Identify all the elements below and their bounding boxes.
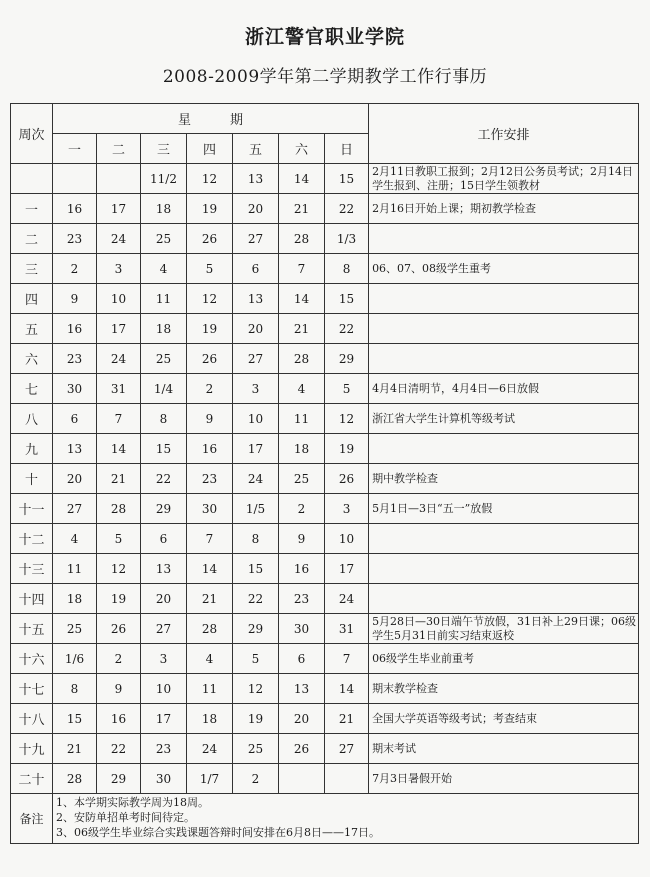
date-cell: 14 — [97, 434, 141, 464]
work-arrangement: 全国大学英语等级考试；考查结束 — [369, 704, 639, 734]
date-cell: 4 — [53, 524, 97, 554]
week-row — [11, 254, 639, 284]
date-cell: 6 — [233, 254, 279, 284]
date-cell: 18 — [53, 584, 97, 614]
week-number: 十四 — [11, 584, 53, 614]
date-cell: 11 — [141, 284, 187, 314]
week-row — [11, 374, 639, 404]
date-cell: 20 — [233, 194, 279, 224]
work-arrangement — [369, 584, 639, 614]
school-name: 浙江警官职业学院 — [244, 26, 405, 48]
date-cell: 8 — [141, 404, 187, 434]
date-cell: 7 — [279, 254, 325, 284]
week-number: 六 — [11, 344, 53, 374]
date-cell: 24 — [97, 344, 141, 374]
date-cell: 13 — [233, 164, 279, 194]
date-cell: 12 — [325, 404, 369, 434]
week-number: 四 — [11, 284, 53, 314]
date-cell: 24 — [233, 464, 279, 494]
calendar-table — [10, 103, 639, 844]
date-cell: 18 — [141, 194, 187, 224]
date-cell: 17 — [141, 704, 187, 734]
date-cell: 18 — [187, 704, 233, 734]
week-row — [11, 734, 639, 764]
date-cell: 2 — [53, 254, 97, 284]
date-cell: 3 — [141, 644, 187, 674]
weekday-header: 六 — [279, 134, 325, 164]
date-cell: 27 — [233, 224, 279, 254]
date-cell: 30 — [187, 494, 233, 524]
date-cell: 12 — [187, 164, 233, 194]
week-row — [11, 284, 639, 314]
date-cell: 15 — [325, 284, 369, 314]
weekday-header: 五 — [233, 134, 279, 164]
work-arrangement: 期中教学检查 — [369, 464, 639, 494]
work-arrangement: 7月3日暑假开始 — [369, 764, 639, 794]
date-cell: 30 — [53, 374, 97, 404]
work-arrangement: 06、07、08级学生重考 — [369, 254, 639, 284]
week-row — [11, 344, 639, 374]
date-cell: 11/2 — [141, 164, 187, 194]
date-cell: 10 — [97, 284, 141, 314]
week-number: 十二 — [11, 524, 53, 554]
date-cell: 5 — [325, 374, 369, 404]
remarks-notes — [53, 794, 639, 844]
work-arrangement — [369, 434, 639, 464]
date-cell: 6 — [141, 524, 187, 554]
week-number: 七 — [11, 374, 53, 404]
date-cell: 31 — [325, 614, 369, 644]
date-cell: 1/5 — [233, 494, 279, 524]
weekday-header: 三 — [141, 134, 187, 164]
date-cell — [97, 164, 141, 194]
date-cell: 19 — [325, 434, 369, 464]
week-number: 二十 — [11, 764, 53, 794]
date-cell: 25 — [141, 344, 187, 374]
date-cell: 4 — [279, 374, 325, 404]
date-cell: 21 — [325, 704, 369, 734]
work-arrangement: 期末教学检查 — [369, 674, 639, 704]
date-cell: 8 — [325, 254, 369, 284]
date-cell: 20 — [279, 704, 325, 734]
date-cell: 27 — [141, 614, 187, 644]
week-row — [11, 704, 639, 734]
date-cell: 25 — [141, 224, 187, 254]
week-row — [11, 434, 639, 464]
date-cell: 21 — [53, 734, 97, 764]
week-number: 十五 — [11, 614, 53, 644]
date-cell: 23 — [141, 734, 187, 764]
date-cell: 28 — [279, 344, 325, 374]
work-arrangement — [369, 344, 639, 374]
date-cell: 19 — [97, 584, 141, 614]
date-cell: 19 — [233, 704, 279, 734]
date-cell: 30 — [279, 614, 325, 644]
date-cell: 23 — [53, 224, 97, 254]
date-cell — [325, 764, 369, 794]
remark-line: 1、本学期实际教学周为18周。 — [56, 796, 209, 809]
date-cell: 9 — [187, 404, 233, 434]
arrangement-column-header: 工作安排 — [369, 104, 639, 164]
date-cell: 2 — [279, 494, 325, 524]
date-cell: 3 — [233, 374, 279, 404]
date-cell: 11 — [187, 674, 233, 704]
work-arrangement: 2月11日教职工报到；2月12日公务员考试；2月14日学生报到、注册；15日学生领教材 — [369, 164, 639, 194]
week-number: 十一 — [11, 494, 53, 524]
date-cell: 24 — [187, 734, 233, 764]
date-cell: 25 — [53, 614, 97, 644]
work-arrangement: 浙江省大学生计算机等级考试 — [369, 404, 639, 434]
date-cell: 8 — [233, 524, 279, 554]
week-row — [11, 494, 639, 524]
date-cell: 2 — [233, 764, 279, 794]
date-cell: 23 — [279, 584, 325, 614]
date-cell: 17 — [97, 194, 141, 224]
date-cell: 1/7 — [187, 764, 233, 794]
date-cell: 9 — [53, 284, 97, 314]
date-cell: 5 — [97, 524, 141, 554]
date-cell: 18 — [279, 434, 325, 464]
date-cell: 26 — [325, 464, 369, 494]
date-cell: 14 — [325, 674, 369, 704]
date-cell: 31 — [97, 374, 141, 404]
week-number: 十三 — [11, 554, 53, 584]
document-title: 2008-2009学年第二学期教学工作行事历 — [162, 67, 488, 87]
date-cell: 4 — [187, 644, 233, 674]
week-row — [11, 524, 639, 554]
work-arrangement: 5月28日—30日端午节放假，31日补上29日课；06级学生5月31日前实习结束返校 — [369, 614, 639, 644]
work-arrangement — [369, 314, 639, 344]
date-cell: 28 — [279, 224, 325, 254]
date-cell: 24 — [97, 224, 141, 254]
week-number: 十九 — [11, 734, 53, 764]
date-cell: 12 — [233, 674, 279, 704]
week-row — [11, 584, 639, 614]
date-cell: 23 — [187, 464, 233, 494]
date-cell: 1/6 — [53, 644, 97, 674]
remarks-label: 备注 — [11, 794, 53, 844]
date-cell: 7 — [187, 524, 233, 554]
date-cell: 15 — [141, 434, 187, 464]
date-cell: 6 — [53, 404, 97, 434]
date-cell: 22 — [97, 734, 141, 764]
date-cell: 16 — [53, 314, 97, 344]
date-cell: 7 — [97, 404, 141, 434]
date-cell: 10 — [233, 404, 279, 434]
date-cell: 15 — [53, 704, 97, 734]
date-cell: 6 — [279, 644, 325, 674]
date-cell: 21 — [97, 464, 141, 494]
week-number: 十六 — [11, 644, 53, 674]
week-row — [11, 164, 639, 194]
date-cell: 26 — [187, 224, 233, 254]
date-cell: 22 — [325, 314, 369, 344]
date-cell: 8 — [53, 674, 97, 704]
week-row — [11, 644, 639, 674]
date-cell: 23 — [53, 344, 97, 374]
weekday-group-header: 星 期 — [53, 104, 369, 134]
date-cell: 21 — [279, 194, 325, 224]
date-cell: 16 — [97, 704, 141, 734]
weekday-header: 日 — [325, 134, 369, 164]
week-column-header: 周次 — [11, 104, 53, 164]
date-cell: 19 — [187, 194, 233, 224]
work-arrangement — [369, 284, 639, 314]
week-row — [11, 194, 639, 224]
date-cell: 13 — [279, 674, 325, 704]
week-number: 十七 — [11, 674, 53, 704]
date-cell: 14 — [279, 164, 325, 194]
work-arrangement: 2月16日开始上课；期初教学检查 — [369, 194, 639, 224]
date-cell: 24 — [325, 584, 369, 614]
date-cell: 9 — [97, 674, 141, 704]
work-arrangement — [369, 554, 639, 584]
date-cell — [53, 164, 97, 194]
weekday-header: 二 — [97, 134, 141, 164]
week-row — [11, 614, 639, 644]
remark-line: 2、安防单招单考时间待定。 — [56, 811, 195, 824]
date-cell: 10 — [325, 524, 369, 554]
date-cell: 27 — [53, 494, 97, 524]
date-cell: 17 — [233, 434, 279, 464]
date-cell: 26 — [279, 734, 325, 764]
date-cell: 29 — [233, 614, 279, 644]
date-cell: 15 — [233, 554, 279, 584]
date-cell: 16 — [279, 554, 325, 584]
work-arrangement — [369, 224, 639, 254]
date-cell: 13 — [141, 554, 187, 584]
week-row — [11, 404, 639, 434]
week-row — [11, 224, 639, 254]
week-number: 十 — [11, 464, 53, 494]
date-cell: 20 — [53, 464, 97, 494]
remark-line: 3、06级学生毕业综合实践课题答辩时间安排在6月8日——17日。 — [56, 826, 380, 839]
date-cell: 1/4 — [141, 374, 187, 404]
date-cell: 3 — [325, 494, 369, 524]
date-cell: 16 — [53, 194, 97, 224]
date-cell: 14 — [279, 284, 325, 314]
week-number: 二 — [11, 224, 53, 254]
date-cell: 12 — [97, 554, 141, 584]
date-cell: 22 — [233, 584, 279, 614]
week-row — [11, 554, 639, 584]
week-number: 一 — [11, 194, 53, 224]
week-number: 十八 — [11, 704, 53, 734]
work-arrangement: 5月1日—3日“五一”放假 — [369, 494, 639, 524]
date-cell: 30 — [141, 764, 187, 794]
date-cell: 11 — [279, 404, 325, 434]
date-cell: 5 — [233, 644, 279, 674]
date-cell: 26 — [97, 614, 141, 644]
date-cell: 27 — [325, 734, 369, 764]
date-cell: 13 — [233, 284, 279, 314]
date-cell: 5 — [187, 254, 233, 284]
week-number: 五 — [11, 314, 53, 344]
date-cell: 16 — [187, 434, 233, 464]
date-cell: 19 — [187, 314, 233, 344]
week-number — [11, 164, 53, 194]
date-cell: 11 — [53, 554, 97, 584]
date-cell: 14 — [187, 554, 233, 584]
work-arrangement: 4月4日清明节，4月4日—6日放假 — [369, 374, 639, 404]
date-cell: 3 — [97, 254, 141, 284]
week-row — [11, 314, 639, 344]
week-number: 八 — [11, 404, 53, 434]
date-cell: 17 — [97, 314, 141, 344]
date-cell — [279, 764, 325, 794]
date-cell: 21 — [279, 314, 325, 344]
date-cell: 28 — [97, 494, 141, 524]
work-arrangement: 06级学生毕业前重考 — [369, 644, 639, 674]
weekday-header: 四 — [187, 134, 233, 164]
date-cell: 1/3 — [325, 224, 369, 254]
week-number: 三 — [11, 254, 53, 284]
work-arrangement: 期末考试 — [369, 734, 639, 764]
date-cell: 22 — [141, 464, 187, 494]
date-cell: 29 — [141, 494, 187, 524]
week-row — [11, 764, 639, 794]
date-cell: 7 — [325, 644, 369, 674]
date-cell: 2 — [187, 374, 233, 404]
date-cell: 10 — [141, 674, 187, 704]
weekday-header: 一 — [53, 134, 97, 164]
date-cell: 21 — [187, 584, 233, 614]
date-cell: 25 — [279, 464, 325, 494]
date-cell: 17 — [325, 554, 369, 584]
date-cell: 27 — [233, 344, 279, 374]
date-cell: 29 — [325, 344, 369, 374]
week-row — [11, 674, 639, 704]
date-cell: 28 — [187, 614, 233, 644]
date-cell: 22 — [325, 194, 369, 224]
date-cell: 12 — [187, 284, 233, 314]
date-cell: 20 — [141, 584, 187, 614]
date-cell: 4 — [141, 254, 187, 284]
date-cell: 28 — [53, 764, 97, 794]
date-cell: 9 — [279, 524, 325, 554]
date-cell: 25 — [233, 734, 279, 764]
date-cell: 29 — [97, 764, 141, 794]
date-cell: 26 — [187, 344, 233, 374]
date-cell: 18 — [141, 314, 187, 344]
week-number: 九 — [11, 434, 53, 464]
week-row — [11, 464, 639, 494]
date-cell: 2 — [97, 644, 141, 674]
date-cell: 13 — [53, 434, 97, 464]
date-cell: 20 — [233, 314, 279, 344]
work-arrangement — [369, 524, 639, 554]
date-cell: 15 — [325, 164, 369, 194]
